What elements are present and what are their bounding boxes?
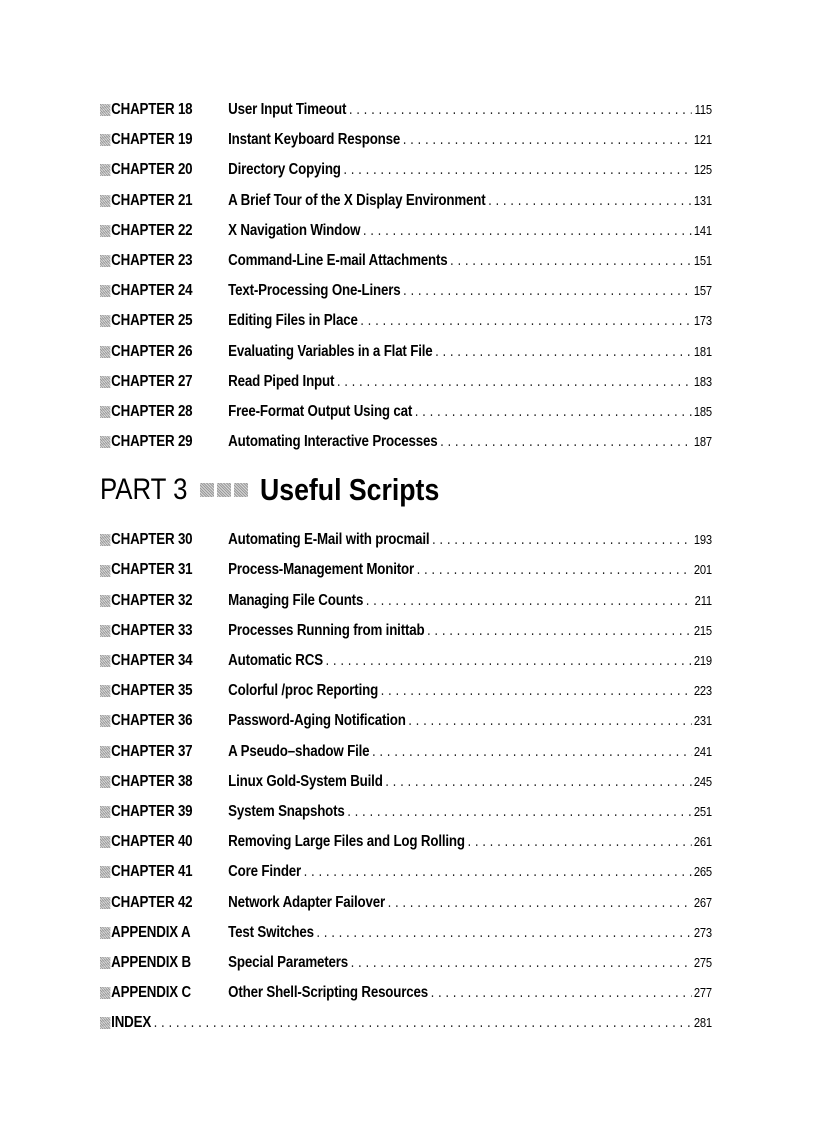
chapter-label: CHAPTER 18 bbox=[111, 101, 193, 118]
leader-dots bbox=[450, 246, 691, 276]
entry-label bbox=[100, 857, 228, 887]
page-number: 265 bbox=[693, 864, 712, 880]
entry-label bbox=[100, 948, 228, 978]
leader-dots bbox=[488, 186, 691, 216]
marker-icon bbox=[100, 255, 110, 267]
leader-dots bbox=[351, 948, 692, 978]
marker-icon bbox=[100, 285, 110, 297]
chapter-label: CHAPTER 35 bbox=[111, 682, 193, 700]
page-number: 193 bbox=[693, 532, 712, 548]
toc-entry[interactable] bbox=[100, 888, 712, 918]
chapter-title: Core Finder bbox=[228, 863, 302, 881]
entry-label bbox=[100, 797, 228, 827]
chapter-label: APPENDIX B bbox=[111, 953, 191, 971]
marker-icon bbox=[100, 134, 110, 146]
page-number: 185 bbox=[693, 403, 712, 419]
index-page-number: 281 bbox=[693, 1015, 712, 1031]
page-number: 183 bbox=[693, 373, 712, 389]
chapter-title: Text-Processing One-Liners bbox=[228, 282, 401, 300]
entry-label bbox=[100, 918, 228, 948]
page-number: 211 bbox=[694, 592, 712, 608]
leader-dots bbox=[403, 276, 691, 306]
chapter-title: Command-Line E-mail Attachments bbox=[228, 251, 448, 269]
marker-icon bbox=[100, 957, 110, 969]
toc-entry[interactable] bbox=[100, 95, 712, 125]
marker-icon bbox=[100, 685, 110, 697]
page-number: 157 bbox=[693, 283, 712, 299]
toc-entry[interactable] bbox=[100, 586, 712, 616]
chapter-title: Linux Gold-System Build bbox=[228, 772, 383, 790]
toc-entry[interactable] bbox=[100, 948, 712, 978]
leader-dots bbox=[417, 555, 692, 585]
marker-icon bbox=[100, 195, 110, 207]
page-number: 187 bbox=[693, 434, 712, 450]
marker-icon bbox=[100, 595, 110, 607]
marker-icon bbox=[100, 565, 110, 577]
chapter-label: APPENDIX C bbox=[111, 984, 191, 1002]
marker-icon bbox=[100, 104, 110, 116]
page-number: 261 bbox=[693, 834, 712, 850]
toc-entry[interactable] bbox=[100, 306, 712, 336]
chapter-title: Special Parameters bbox=[228, 953, 349, 971]
page-number: 223 bbox=[693, 683, 712, 699]
entry-label bbox=[100, 737, 228, 767]
chapter-label: CHAPTER 31 bbox=[111, 561, 193, 579]
toc-entry[interactable] bbox=[100, 646, 712, 676]
chapter-title: Read Piped Input bbox=[228, 372, 335, 390]
toc-entry-index[interactable] bbox=[100, 1008, 712, 1038]
toc-entry[interactable] bbox=[100, 427, 712, 457]
toc-entry[interactable] bbox=[100, 737, 712, 767]
chapter-label: CHAPTER 39 bbox=[111, 802, 193, 820]
leader-dots bbox=[154, 1008, 692, 1038]
chapter-label: CHAPTER 28 bbox=[111, 402, 193, 420]
entry-label bbox=[100, 555, 228, 585]
marker-icon bbox=[100, 225, 110, 237]
chapter-label: CHAPTER 41 bbox=[111, 863, 193, 881]
page-number: 151 bbox=[693, 252, 712, 268]
marker-icon bbox=[100, 436, 110, 448]
toc-entry[interactable] bbox=[100, 857, 712, 887]
leader-dots bbox=[403, 125, 692, 155]
chapter-title: X Navigation Window bbox=[228, 221, 361, 239]
leader-dots bbox=[363, 216, 691, 246]
marker-icon bbox=[100, 625, 110, 637]
toc-entry[interactable] bbox=[100, 525, 712, 555]
toc-entry[interactable] bbox=[100, 367, 712, 397]
chapter-title: Removing Large Files and Log Rolling bbox=[228, 833, 465, 851]
leader-dots bbox=[385, 767, 691, 797]
page-number: 275 bbox=[693, 954, 712, 970]
chapter-label: CHAPTER 20 bbox=[111, 161, 193, 179]
page-number: 245 bbox=[693, 773, 712, 789]
index-label: INDEX bbox=[111, 1014, 152, 1032]
entry-label bbox=[100, 978, 228, 1008]
entry-label bbox=[100, 427, 228, 457]
chapter-title: A Brief Tour of the X Display Environment bbox=[228, 191, 486, 209]
toc-entry[interactable] bbox=[100, 918, 712, 948]
marker-icon bbox=[100, 376, 110, 388]
leader-dots bbox=[431, 978, 692, 1008]
chapter-title: Free-Format Output Using cat bbox=[228, 402, 413, 420]
entry-label bbox=[100, 216, 228, 246]
entry-label bbox=[100, 125, 228, 155]
chapter-title: Automating Interactive Processes bbox=[228, 433, 438, 451]
marker-icon bbox=[100, 746, 110, 758]
page-number: 219 bbox=[693, 653, 712, 668]
chapter-label: CHAPTER 25 bbox=[111, 312, 193, 330]
chapter-label: CHAPTER 26 bbox=[111, 342, 193, 360]
entry-label bbox=[100, 706, 228, 736]
leader-dots bbox=[343, 155, 691, 185]
chapter-label: CHAPTER 21 bbox=[111, 191, 193, 209]
leader-dots bbox=[326, 646, 692, 676]
entry-label bbox=[100, 1008, 151, 1038]
toc-entry[interactable] bbox=[100, 186, 712, 216]
chapter-title: Processes Running from inittab bbox=[228, 621, 425, 639]
toc-entry[interactable] bbox=[100, 125, 712, 155]
toc-entry[interactable] bbox=[100, 246, 712, 276]
marker-icon bbox=[100, 897, 110, 909]
leader-dots bbox=[349, 95, 692, 125]
part-marker-icon bbox=[200, 483, 248, 497]
chapter-title: Automatic RCS bbox=[228, 652, 323, 669]
leader-dots bbox=[427, 616, 691, 646]
chapter-title: Password-Aging Notification bbox=[228, 712, 406, 730]
chapter-label: CHAPTER 27 bbox=[111, 372, 193, 390]
chapter-title: Colorful /proc Reporting bbox=[228, 682, 379, 700]
toc-entry[interactable] bbox=[100, 978, 712, 1008]
page-number: 115 bbox=[694, 102, 712, 117]
leader-dots bbox=[440, 427, 691, 457]
entry-label bbox=[100, 616, 228, 646]
chapter-title: A Pseudo–shadow File bbox=[228, 742, 370, 760]
entry-label bbox=[100, 367, 228, 397]
marker-icon bbox=[100, 776, 110, 788]
leader-dots bbox=[316, 918, 691, 948]
chapter-label: CHAPTER 33 bbox=[111, 621, 193, 639]
leader-dots bbox=[381, 676, 692, 706]
chapter-label: CHAPTER 19 bbox=[111, 131, 193, 149]
entry-label bbox=[100, 155, 228, 185]
entry-label bbox=[100, 186, 228, 216]
leader-dots bbox=[408, 706, 691, 736]
chapter-label: CHAPTER 29 bbox=[111, 433, 193, 451]
leader-dots bbox=[432, 525, 691, 555]
entry-label bbox=[100, 767, 228, 797]
leader-dots bbox=[415, 397, 691, 427]
chapter-label: APPENDIX A bbox=[111, 923, 191, 941]
entry-label bbox=[100, 676, 228, 706]
marker-icon bbox=[100, 315, 110, 327]
chapter-label: CHAPTER 32 bbox=[111, 591, 193, 609]
chapter-label: CHAPTER 36 bbox=[111, 712, 193, 730]
leader-dots bbox=[347, 797, 691, 827]
entry-label bbox=[100, 397, 228, 427]
toc-entry[interactable] bbox=[100, 767, 712, 797]
chapter-label: CHAPTER 24 bbox=[111, 282, 193, 300]
toc-entry[interactable] bbox=[100, 216, 712, 246]
chapter-title: Network Adapter Failover bbox=[228, 893, 386, 911]
page-number: 173 bbox=[693, 313, 712, 329]
page-number: 201 bbox=[693, 562, 712, 578]
chapter-label: CHAPTER 23 bbox=[111, 251, 193, 269]
page-number: 215 bbox=[693, 622, 712, 638]
chapter-label: CHAPTER 38 bbox=[111, 772, 193, 790]
marker-icon bbox=[100, 987, 110, 999]
chapter-label: CHAPTER 30 bbox=[111, 531, 193, 549]
marker-icon bbox=[100, 406, 110, 418]
leader-dots bbox=[467, 827, 691, 857]
entry-label bbox=[100, 646, 228, 676]
toc-entry[interactable] bbox=[100, 797, 712, 827]
entry-label bbox=[100, 337, 228, 367]
chapter-label: CHAPTER 37 bbox=[111, 742, 193, 760]
marker-icon bbox=[100, 346, 110, 358]
part-heading bbox=[100, 459, 712, 521]
page-number: 267 bbox=[693, 894, 712, 910]
page-number: 273 bbox=[693, 924, 712, 940]
entry-label bbox=[100, 525, 228, 555]
part-title: Useful Scripts bbox=[260, 472, 440, 508]
page-number: 121 bbox=[693, 132, 712, 148]
marker-icon bbox=[100, 866, 110, 878]
toc-entry[interactable] bbox=[100, 706, 712, 736]
part-label: PART 3 bbox=[100, 473, 188, 507]
marker-icon bbox=[100, 534, 110, 546]
leader-dots bbox=[388, 888, 692, 918]
toc-entry[interactable] bbox=[100, 397, 712, 427]
leader-dots bbox=[304, 857, 692, 887]
chapter-label: CHAPTER 34 bbox=[111, 652, 193, 669]
marker-icon bbox=[100, 836, 110, 848]
toc-page bbox=[100, 95, 712, 1038]
toc-entry[interactable] bbox=[100, 155, 712, 185]
toc-entry[interactable] bbox=[100, 276, 712, 306]
page-number: 277 bbox=[693, 985, 712, 1001]
toc-entry[interactable] bbox=[100, 616, 712, 646]
page-number: 251 bbox=[693, 803, 712, 819]
leader-dots bbox=[366, 586, 692, 616]
page-number: 181 bbox=[693, 343, 712, 359]
chapter-title: Test Switches bbox=[228, 923, 314, 941]
chapter-label: CHAPTER 22 bbox=[111, 221, 193, 239]
entry-label bbox=[100, 827, 228, 857]
entry-label bbox=[100, 95, 228, 125]
page-number: 131 bbox=[693, 192, 712, 208]
toc-entry[interactable] bbox=[100, 676, 712, 706]
page-number: 241 bbox=[693, 743, 712, 759]
chapter-title: Instant Keyboard Response bbox=[228, 131, 401, 149]
marker-icon bbox=[100, 655, 110, 667]
marker-icon bbox=[100, 927, 110, 939]
chapter-title: Automating E-Mail with procmail bbox=[228, 531, 430, 549]
leader-dots bbox=[360, 306, 691, 336]
toc-entry[interactable] bbox=[100, 555, 712, 585]
entry-label bbox=[100, 276, 228, 306]
toc-entry[interactable] bbox=[100, 337, 712, 367]
chapter-label: CHAPTER 40 bbox=[111, 833, 193, 851]
page-number: 125 bbox=[693, 162, 712, 178]
chapter-title: Editing Files in Place bbox=[228, 312, 358, 330]
leader-dots bbox=[337, 367, 691, 397]
entry-label bbox=[100, 306, 228, 336]
chapter-title: Other Shell-Scripting Resources bbox=[228, 984, 428, 1002]
page-number: 231 bbox=[693, 713, 712, 729]
entry-label bbox=[100, 888, 228, 918]
entry-label bbox=[100, 586, 228, 616]
marker-icon bbox=[100, 164, 110, 176]
leader-dots bbox=[372, 737, 691, 767]
chapter-title: System Snapshots bbox=[228, 802, 345, 820]
chapter-title: Process-Management Monitor bbox=[228, 561, 415, 579]
toc-entry[interactable] bbox=[100, 827, 712, 857]
chapter-label: CHAPTER 42 bbox=[111, 893, 193, 911]
page-number: 141 bbox=[693, 222, 712, 238]
entry-label bbox=[100, 246, 228, 276]
leader-dots bbox=[435, 337, 691, 367]
chapter-title: User Input Timeout bbox=[228, 101, 347, 118]
chapter-title: Directory Copying bbox=[228, 161, 341, 179]
marker-icon bbox=[100, 1017, 110, 1029]
marker-icon bbox=[100, 806, 110, 818]
chapter-title: Evaluating Variables in a Flat File bbox=[228, 342, 433, 360]
toc-group-1 bbox=[100, 95, 712, 457]
toc-group-2 bbox=[100, 525, 712, 1008]
chapter-title: Managing File Counts bbox=[228, 591, 364, 609]
marker-icon bbox=[100, 715, 110, 727]
